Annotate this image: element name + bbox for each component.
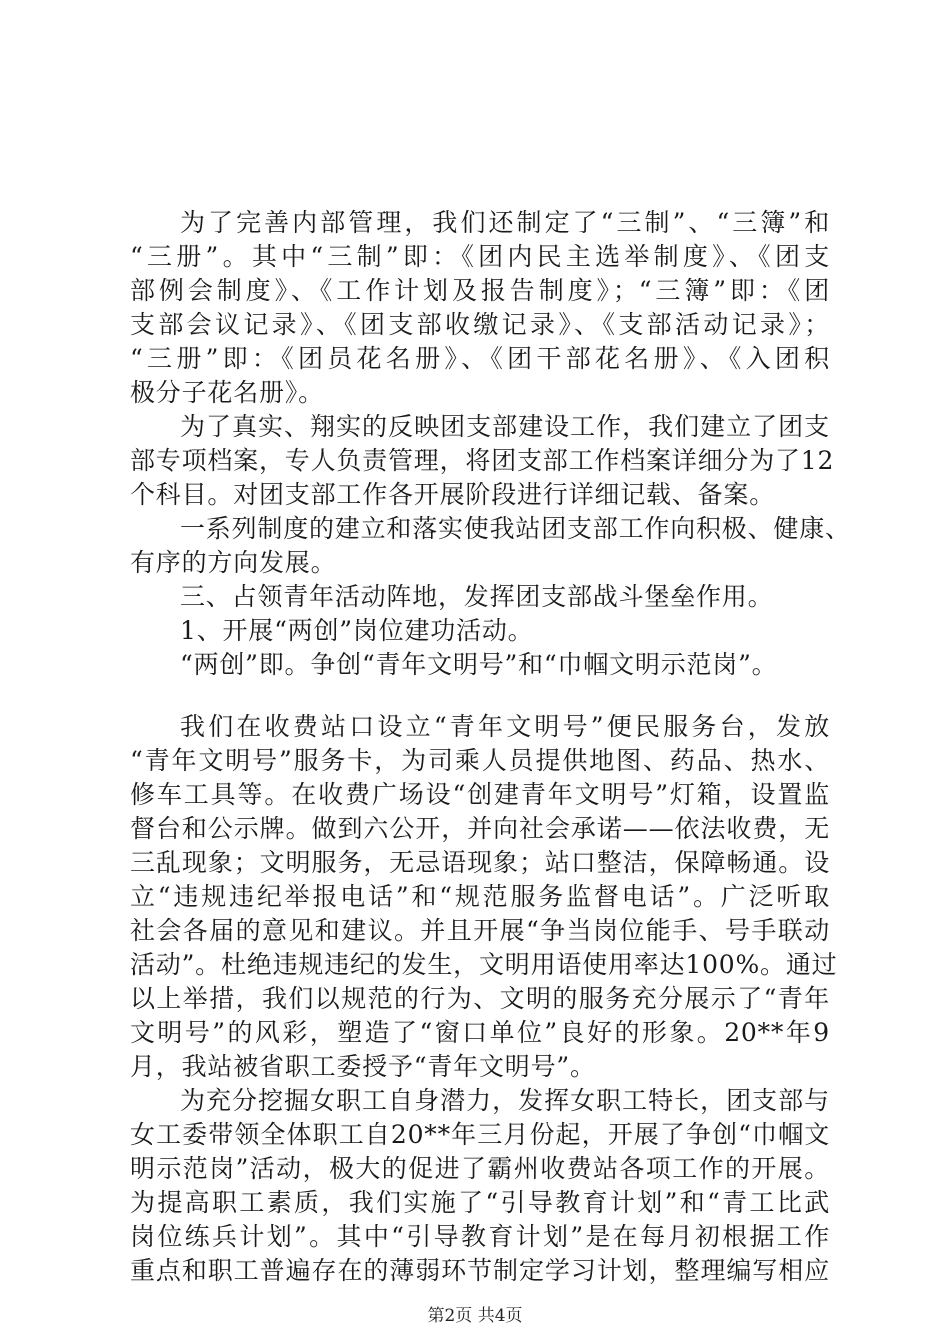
text-line: 一系列制度的建立和落实使我站团支部工作向积极、健康、 [180,514,851,543]
text-line: 督台和公示牌。做到六公开，并向社会承诺——依法收费，无 [130,814,830,843]
text-line: 文明号”的风彩，塑造了“窗口单位”良好的形象。20**年9 [130,1018,830,1047]
text-line: 女工委带领全体职工自20**年三月份起，开展了争创“巾帼文 [130,1120,830,1149]
text-line: 部专项档案，专人负责管理，将团支部工作档案详细分为了12 [130,446,835,475]
text-line: “三册”。其中“三制”即：《团内民主选举制度》、《团支 [130,242,830,271]
text-line: 岗位练兵计划”。其中“引导教育计划”是在每月初根据工作 [130,1222,830,1251]
text-line: 重点和职工普遍存在的薄弱环节制定学习计划，整理编写相应 [130,1256,830,1285]
text-line: 极分子花名册》。 [130,378,324,407]
text-line: “两创”即。争创“青年文明号”和“巾帼文明示范岗”。 [180,650,778,679]
text-line: “青年文明号”服务卡，为司乘人员提供地图、药品、热水、 [130,746,830,775]
text-line: 为了完善内部管理，我们还制定了“三制”、“三簿”和 [180,208,830,237]
subsection-heading: 1、开展“两创”岗位建功活动。 [180,616,534,645]
text-line: 社会各届的意见和建议。并且开展“争当岗位能手、号手联动 [130,916,830,945]
text-line: 个科目。对团支部工作各开展阶段进行详细记载、备案。 [130,480,776,509]
page-number: 第2页 共4页 [427,1306,523,1326]
text-line: 明示范岗”活动，极大的促进了霸州收费站各项工作的开展。 [130,1154,830,1183]
text-line: 为充分挖掘女职工自身潜力，发挥女职工特长，团支部与 [180,1086,830,1115]
text-line: 活动”。杜绝违规违纪的发生，文明用语使用率达100%。通过 [130,950,838,979]
section-heading: 三、占领青年活动阵地，发挥团支部战斗堡垒作用。 [180,582,774,611]
text-line: 月，我站被省职工委授予“青年文明号”。 [130,1052,596,1081]
text-line: 为提高职工素质，我们实施了“引导教育计划”和“青工比武 [130,1188,830,1217]
text-line: 我们在收费站口设立“青年文明号”便民服务台，发放 [180,712,830,741]
text-line: 支部会议记录》、《团支部收缴记录》、《支部活动记录》； [130,310,830,339]
text-line: 为了真实、翔实的反映团支部建设工作，我们建立了团支 [180,412,830,441]
text-line: 有序的方向发展。 [130,548,337,577]
text-line: 修车工具等。在收费广场设“创建青年文明号”灯箱，设置监 [130,780,830,809]
text-line: “三册”即：《团员花名册》、《团干部花名册》、《入团积 [130,344,830,373]
text-line: 三乱现象；文明服务，无忌语现象；站口整洁，保障畅通。设 [130,848,830,877]
text-line: 立“违规违纪举报电话”和“规范服务监督电话”。广泛听取 [130,882,830,911]
text-line: 部例会制度》、《工作计划及报告制度》；“三簿”即：《团 [130,276,830,305]
text-line: 以上举措，我们以规范的行为、文明的服务充分展示了“青年 [130,984,830,1013]
